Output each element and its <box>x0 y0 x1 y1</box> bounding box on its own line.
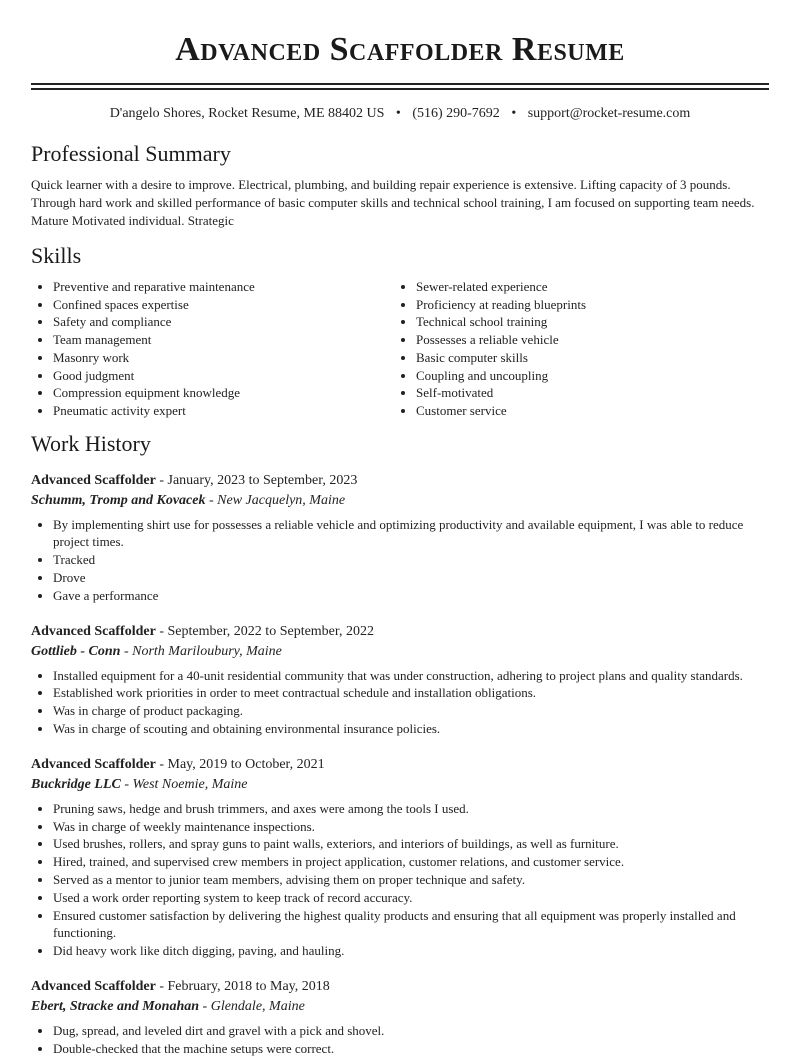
job-entry <box>31 622 769 738</box>
title-divider <box>31 83 769 90</box>
job-duty: • Used a work order reporting system to keep track of record accuracy. <box>53 889 769 907</box>
job-duty: • Served as a mentor to junior team members, advising them on proper technique and safety. <box>53 871 769 889</box>
job-duty: • Established work priorities in order to meet contractual schedule and installation obligations. <box>53 684 769 702</box>
skill-item: • Masonry work <box>53 349 394 367</box>
skill-item: • Preventive and reparative maintenance <box>53 278 394 296</box>
skill-item: • Self-motivated <box>416 384 757 402</box>
skill-item: • Safety and compliance <box>53 313 394 331</box>
job-duty: • Hired, trained, and supervised crew members in project application, customer relations, and customer service. <box>53 853 769 871</box>
job-duty: • Ensured customer satisfaction by delivering the highest quality products and ensuring that all equipment was properly installed and functioning. <box>53 907 769 943</box>
job-role: Advanced Scaffolder <box>31 756 156 772</box>
job-duty: • Pruning saws, hedge and brush trimmers, and axes were among the tools I used. <box>53 800 769 818</box>
job-location: - West Noemie, Maine <box>120 776 248 792</box>
job-duties <box>31 800 769 960</box>
summary-heading: Professional Summary <box>31 141 231 166</box>
job-duty: • Was in charge of product packaging. <box>53 702 769 720</box>
job-duty: • Used brushes, rollers, and spray guns to paint walls, exteriors, and interiors of buildings, as well as furniture. <box>53 835 769 853</box>
skill-item: • Technical school training <box>416 313 757 331</box>
job-employer <box>31 642 769 661</box>
job-header <box>31 977 769 996</box>
skill-item: • Possesses a reliable vehicle <box>416 331 757 349</box>
job-role: Advanced Scaffolder <box>31 623 156 639</box>
job-duty: • By implementing shirt use for possesses a reliable vehicle and optimizing productivity and available equipment, I was able to reduce project times. <box>53 516 769 552</box>
job-duties <box>31 1022 769 1058</box>
job-entry <box>31 755 769 960</box>
skill-item: • Good judgment <box>53 367 394 385</box>
skill-item: • Coupling and uncoupling <box>416 367 757 385</box>
skill-item: • Basic computer skills <box>416 349 757 367</box>
job-dates: - February, 2018 to May, 2018 <box>155 978 330 994</box>
job-duty: • Gave a performance <box>53 587 769 605</box>
job-duty: • Was in charge of scouting and obtaining environmental insurance policies. <box>53 720 769 738</box>
skill-item: • Sewer-related experience <box>416 278 757 296</box>
job-dates: - September, 2022 to September, 2022 <box>155 623 374 639</box>
contact-phone: (516) 290-7692 <box>412 106 500 121</box>
contact-separator: • <box>395 106 401 121</box>
skills-right-list <box>394 278 757 420</box>
skills-left-list <box>31 278 394 420</box>
job-duty: • Double-checked that the machine setups were correct. <box>53 1040 769 1058</box>
skill-item: • Team management <box>53 331 394 349</box>
contact-email: support@rocket-resume.com <box>527 106 691 121</box>
skills-heading: Skills <box>31 243 82 268</box>
job-duty: • Installed equipment for a 40-unit residential community that was under construction, adhering to project plans and quality standards. <box>53 667 769 685</box>
job-dates: - May, 2019 to October, 2021 <box>155 756 325 772</box>
job-location: - North Mariloubury, Maine <box>120 643 282 659</box>
resume-title: Advanced Scaffolder Resume <box>175 31 625 68</box>
job-duty: • Dug, spread, and leveled dirt and gravel with a pick and shovel. <box>53 1022 769 1040</box>
work-history-heading: Work History <box>31 430 151 456</box>
contact-address: D'angelo Shores, Rocket Resume, ME 88402 US <box>109 106 385 121</box>
job-entry <box>31 977 769 1058</box>
job-employer <box>31 491 769 510</box>
job-header <box>31 755 769 774</box>
summary-text: Quick learner with a desire to improve. Electrical, plumbing, and building repair experience is extensive. Lifting capacity of 3 pounds. Through hard work and skilled performance of basic computer skills and technical school training, I am focused on supporting team needs. Mature Motivated individual. Strategic <box>31 177 755 228</box>
job-duties <box>31 667 769 738</box>
job-company: Buckridge LLC <box>31 776 121 792</box>
job-company: Ebert, Stracke and Monahan <box>31 998 200 1014</box>
skill-item: • Customer service <box>416 402 757 420</box>
job-employer <box>31 997 769 1016</box>
job-role: Advanced Scaffolder <box>31 472 156 488</box>
job-location: - Glendale, Maine <box>199 998 305 1014</box>
job-duty: • Did heavy work like ditch digging, paving, and hauling. <box>53 942 769 960</box>
job-duty: • Was in charge of weekly maintenance inspections. <box>53 818 769 836</box>
job-entry <box>31 471 769 605</box>
job-duties <box>31 516 769 605</box>
skill-item: • Proficiency at reading blueprints <box>416 296 757 314</box>
job-employer <box>31 775 769 794</box>
job-role: Advanced Scaffolder <box>31 978 156 994</box>
job-duty: • Tracked <box>53 551 769 569</box>
skills-columns <box>31 278 769 420</box>
skill-item: • Confined spaces expertise <box>53 296 394 314</box>
job-duty: • Drove <box>53 569 769 587</box>
job-location: - New Jacquelyn, Maine <box>205 492 346 508</box>
contact-line <box>31 105 769 123</box>
job-company: Gottlieb - Conn <box>31 643 121 659</box>
job-header <box>31 471 769 490</box>
skill-item: • Compression equipment knowledge <box>53 384 394 402</box>
skill-item: • Pneumatic activity expert <box>53 402 394 420</box>
job-header <box>31 622 769 641</box>
contact-separator: • <box>511 106 517 121</box>
job-dates: - January, 2023 to September, 2023 <box>155 472 358 488</box>
job-company: Schumm, Tromp and Kovacek <box>31 492 206 508</box>
